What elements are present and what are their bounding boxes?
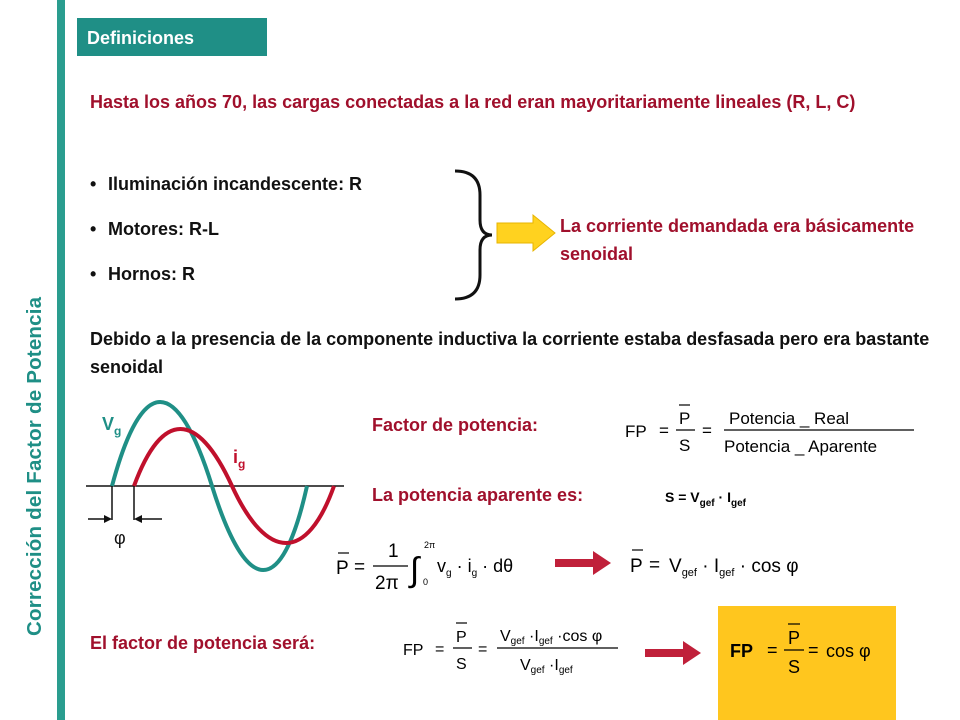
conclusion-text: La corriente demandada era básicamente senoidal — [560, 216, 915, 264]
svg-text:P: P — [456, 629, 467, 646]
svg-text:2π: 2π — [424, 540, 436, 550]
svg-text:=: = — [767, 640, 778, 660]
current-label: $i_g$ — [233, 447, 246, 471]
fp-result-formula — [722, 620, 892, 684]
fp-result-label: El factor de potencia será: — [90, 633, 316, 653]
fp-expanded-formula — [400, 617, 625, 685]
svg-text:Vgef · Igef · cos φ: $V_{gef} \cdot I_{gef} \cdot \cos \varphi$ — [669, 556, 799, 579]
load-list — [90, 170, 362, 305]
fp-definition-formula — [622, 398, 922, 462]
svg-text:FP: FP — [730, 641, 754, 661]
svg-text:=: = — [659, 421, 669, 440]
waveform-diagram — [82, 400, 352, 580]
svg-text:Potencia _ Real: Potencia _ Real — [729, 409, 850, 428]
sidebar-accent-bar — [57, 0, 65, 720]
svg-text:∫: ∫ — [410, 551, 420, 589]
vertical-title: Corrección del Factor de Potencia — [23, 296, 46, 636]
svg-text:S: S — [788, 657, 801, 677]
inductive-note: Debido a la presencia de la componente inductiva la corriente estaba desfasada pero era bastante senoidal — [90, 329, 930, 377]
list-item: • Hornos: R — [90, 260, 362, 305]
apparent-power-formula: $S = V_{gef} \cdot I_{gef}$ — [665, 489, 746, 509]
svg-text:vg · ig · dθ: $v_g \cdot i_g \cdot d\theta$ — [437, 556, 514, 579]
svg-text:P: P — [630, 556, 643, 577]
fp-label: Factor de potencia: — [372, 415, 539, 435]
arrow-right-icon — [645, 638, 703, 668]
svg-text:=: = — [354, 557, 366, 578]
list-item: • Motores: R-L — [90, 215, 362, 260]
svg-text:FP: FP — [403, 642, 424, 659]
svg-text:1: 1 — [388, 541, 399, 562]
intro-paragraph: Hasta los años 70, las cargas conectadas a la red eran mayoritariamente lineales (R, L, C) — [90, 92, 856, 112]
arrow-right-icon — [104, 515, 112, 523]
average-power-result — [625, 542, 815, 582]
svg-text:=: = — [702, 421, 712, 440]
svg-text:0: 0 — [423, 577, 429, 587]
svg-text:P: P — [679, 409, 691, 428]
svg-text:Potencia _ Aparente: Potencia _ Aparente — [724, 437, 878, 456]
voltage-label: $V_g$ — [102, 414, 122, 438]
list-item: • Iluminación incandescente: R — [90, 170, 362, 215]
svg-text:Vgef ·Igef: Vgef ·Igef — [520, 657, 573, 676]
apparent-power-label: La potencia aparente es: — [372, 485, 584, 505]
svg-text:P: P — [336, 558, 349, 579]
svg-text:Vgef ·Igef ·cos φ: Vgef ·Igef ·cos φ — [500, 628, 603, 647]
phase-symbol: φ — [114, 528, 126, 548]
svg-text:S: S — [679, 436, 691, 455]
svg-text:=: = — [649, 555, 661, 576]
svg-text:P: P — [788, 628, 801, 648]
svg-text:S: S — [456, 656, 467, 673]
curly-brace-icon — [440, 165, 500, 305]
arrow-left-icon — [134, 515, 142, 523]
svg-text:cos φ: cos φ — [826, 641, 871, 661]
arrow-right-icon — [555, 548, 613, 578]
svg-text:2π: 2π — [375, 573, 399, 594]
average-power-formula — [330, 533, 530, 599]
svg-text:=: = — [478, 641, 488, 658]
svg-text:=: = — [435, 641, 445, 658]
svg-text:FP: FP — [625, 422, 647, 441]
section-tab[interactable]: Definiciones — [77, 18, 267, 56]
arrow-right-icon — [495, 213, 557, 253]
svg-text:=: = — [808, 640, 819, 660]
